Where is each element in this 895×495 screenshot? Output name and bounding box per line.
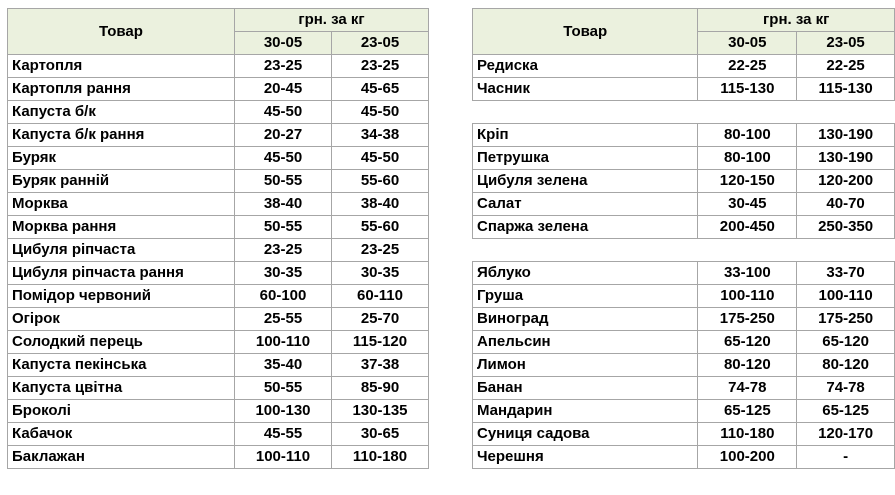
price-date1-cell: 50-55 [235,170,332,193]
product-name-cell: Часник [473,78,698,101]
price-date2-cell: 250-350 [797,216,895,239]
price-date2-cell: 110-180 [332,446,429,469]
price-date2-cell: 115-120 [332,331,429,354]
table-row [8,170,429,193]
price-date2-cell: 120-170 [797,423,895,446]
price-unit-header: грн. за кг [235,9,429,32]
table-row [8,193,429,216]
price-date2-cell: 80-120 [797,354,895,377]
price-date1-cell: 100-200 [698,446,797,469]
price-date1-cell: 35-40 [235,354,332,377]
product-name-cell: Суниця садова [473,423,698,446]
table-row [8,423,429,446]
product-name-cell: Спаржа зелена [473,216,698,239]
product-name-cell: Лимон [473,354,698,377]
product-name-cell: Апельсин [473,331,698,354]
product-name-cell: Картопля рання [8,78,235,101]
date-header-2: 23-05 [332,32,429,55]
price-date2-cell: 60-110 [332,285,429,308]
price-date2-cell: 45-65 [332,78,429,101]
product-name-cell: Цибуля ріпчаста рання [8,262,235,285]
price-date2-cell: 100-110 [797,285,895,308]
price-date2-cell: - [797,446,895,469]
price-date1-cell: 100-110 [235,446,332,469]
product-name-cell: Огірок [8,308,235,331]
table-row [8,331,429,354]
table-row [8,285,429,308]
price-date2-cell: 23-25 [332,239,429,262]
product-name-cell: Цибуля зелена [473,170,698,193]
price-date1-cell: 30-45 [698,193,797,216]
table-row [473,354,895,377]
table-row [473,446,895,469]
table-row [473,423,895,446]
date-header-2: 23-05 [797,32,895,55]
product-name-cell: Яблуко [473,262,698,285]
spacer-cell [797,101,895,124]
price-date1-cell: 175-250 [698,308,797,331]
product-name-cell: Баклажан [8,446,235,469]
price-date1-cell: 45-55 [235,423,332,446]
spacer-cell [698,101,797,124]
price-date2-cell: 33-70 [797,262,895,285]
product-name-cell: Кабачок [8,423,235,446]
table-row [473,216,895,239]
group-spacer-row [473,101,895,124]
price-date1-cell: 38-40 [235,193,332,216]
price-date1-cell: 115-130 [698,78,797,101]
price-date2-cell: 25-70 [332,308,429,331]
table-row [473,147,895,170]
price-date1-cell: 45-50 [235,101,332,124]
price-date1-cell: 23-25 [235,55,332,78]
price-date1-cell: 65-120 [698,331,797,354]
price-date2-cell: 30-65 [332,423,429,446]
price-date2-cell: 22-25 [797,55,895,78]
product-name-cell: Груша [473,285,698,308]
header-row-top [473,9,895,32]
product-column-header: Товар [8,9,235,55]
product-name-cell: Капуста б/к [8,101,235,124]
price-date2-cell: 130-190 [797,147,895,170]
price-date2-cell: 130-135 [332,400,429,423]
product-name-cell: Редиска [473,55,698,78]
table-row [8,124,429,147]
product-name-cell: Капуста б/к рання [8,124,235,147]
product-name-cell: Салат [473,193,698,216]
product-name-cell: Черешня [473,446,698,469]
table-row [8,101,429,124]
table-row [8,400,429,423]
price-date2-cell: 40-70 [797,193,895,216]
price-date1-cell: 74-78 [698,377,797,400]
table-row [8,216,429,239]
product-name-cell: Мандарин [473,400,698,423]
group-spacer-row [473,239,895,262]
price-date1-cell: 100-130 [235,400,332,423]
prices-table-right [472,8,895,469]
price-date2-cell: 65-125 [797,400,895,423]
price-date1-cell: 20-45 [235,78,332,101]
price-date2-cell: 85-90 [332,377,429,400]
product-name-cell: Петрушка [473,147,698,170]
product-name-cell: Морква рання [8,216,235,239]
table-row [8,308,429,331]
table-row [473,170,895,193]
price-date2-cell: 30-35 [332,262,429,285]
prices-table-left [7,8,429,469]
price-date1-cell: 80-100 [698,124,797,147]
table-row [473,262,895,285]
table-row [473,377,895,400]
table-row [8,239,429,262]
product-column-header: Товар [473,9,698,55]
price-date2-cell: 175-250 [797,308,895,331]
price-date1-cell: 200-450 [698,216,797,239]
price-date2-cell: 37-38 [332,354,429,377]
price-date2-cell: 55-60 [332,170,429,193]
product-name-cell: Банан [473,377,698,400]
table-row [8,377,429,400]
product-name-cell: Буряк [8,147,235,170]
date-header-1: 30-05 [698,32,797,55]
table-row [8,147,429,170]
product-name-cell: Буряк ранній [8,170,235,193]
product-name-cell: Капуста цвітна [8,377,235,400]
table-row [473,308,895,331]
price-date2-cell: 74-78 [797,377,895,400]
price-date2-cell: 120-200 [797,170,895,193]
product-name-cell: Картопля [8,55,235,78]
price-date1-cell: 60-100 [235,285,332,308]
product-name-cell: Кріп [473,124,698,147]
table-row [473,285,895,308]
price-date2-cell: 55-60 [332,216,429,239]
table-row [473,193,895,216]
price-date1-cell: 50-55 [235,216,332,239]
right-table-body [473,55,895,469]
spacer-cell [473,239,698,262]
table-row [473,78,895,101]
price-date2-cell: 38-40 [332,193,429,216]
price-date1-cell: 30-35 [235,262,332,285]
price-unit-header: грн. за кг [698,9,895,32]
spacer-cell [698,239,797,262]
left-table-body [8,55,429,469]
price-date1-cell: 45-50 [235,147,332,170]
table-row [8,55,429,78]
table-row [8,446,429,469]
price-date1-cell: 80-120 [698,354,797,377]
price-date2-cell: 34-38 [332,124,429,147]
header-row-top [8,9,429,32]
product-name-cell: Морква [8,193,235,216]
price-date1-cell: 33-100 [698,262,797,285]
spacer-cell [473,101,698,124]
product-name-cell: Капуста пекінська [8,354,235,377]
price-date1-cell: 22-25 [698,55,797,78]
price-date1-cell: 100-110 [235,331,332,354]
price-date1-cell: 100-110 [698,285,797,308]
price-date2-cell: 45-50 [332,101,429,124]
price-date2-cell: 45-50 [332,147,429,170]
product-name-cell: Солодкий перець [8,331,235,354]
product-name-cell: Виноград [473,308,698,331]
product-name-cell: Помідор червоний [8,285,235,308]
table-row [473,124,895,147]
table-row [8,262,429,285]
table-row [8,78,429,101]
table-row [8,354,429,377]
price-date1-cell: 25-55 [235,308,332,331]
price-date2-cell: 130-190 [797,124,895,147]
table-row [473,55,895,78]
price-date2-cell: 23-25 [332,55,429,78]
price-date2-cell: 115-130 [797,78,895,101]
table-row [473,400,895,423]
product-name-cell: Цибуля ріпчаста [8,239,235,262]
price-date1-cell: 50-55 [235,377,332,400]
price-date1-cell: 120-150 [698,170,797,193]
price-date1-cell: 80-100 [698,147,797,170]
price-date1-cell: 110-180 [698,423,797,446]
table-row [473,331,895,354]
price-date1-cell: 23-25 [235,239,332,262]
spacer-cell [797,239,895,262]
date-header-1: 30-05 [235,32,332,55]
price-date2-cell: 65-120 [797,331,895,354]
price-date1-cell: 65-125 [698,400,797,423]
price-date1-cell: 20-27 [235,124,332,147]
product-name-cell: Броколі [8,400,235,423]
